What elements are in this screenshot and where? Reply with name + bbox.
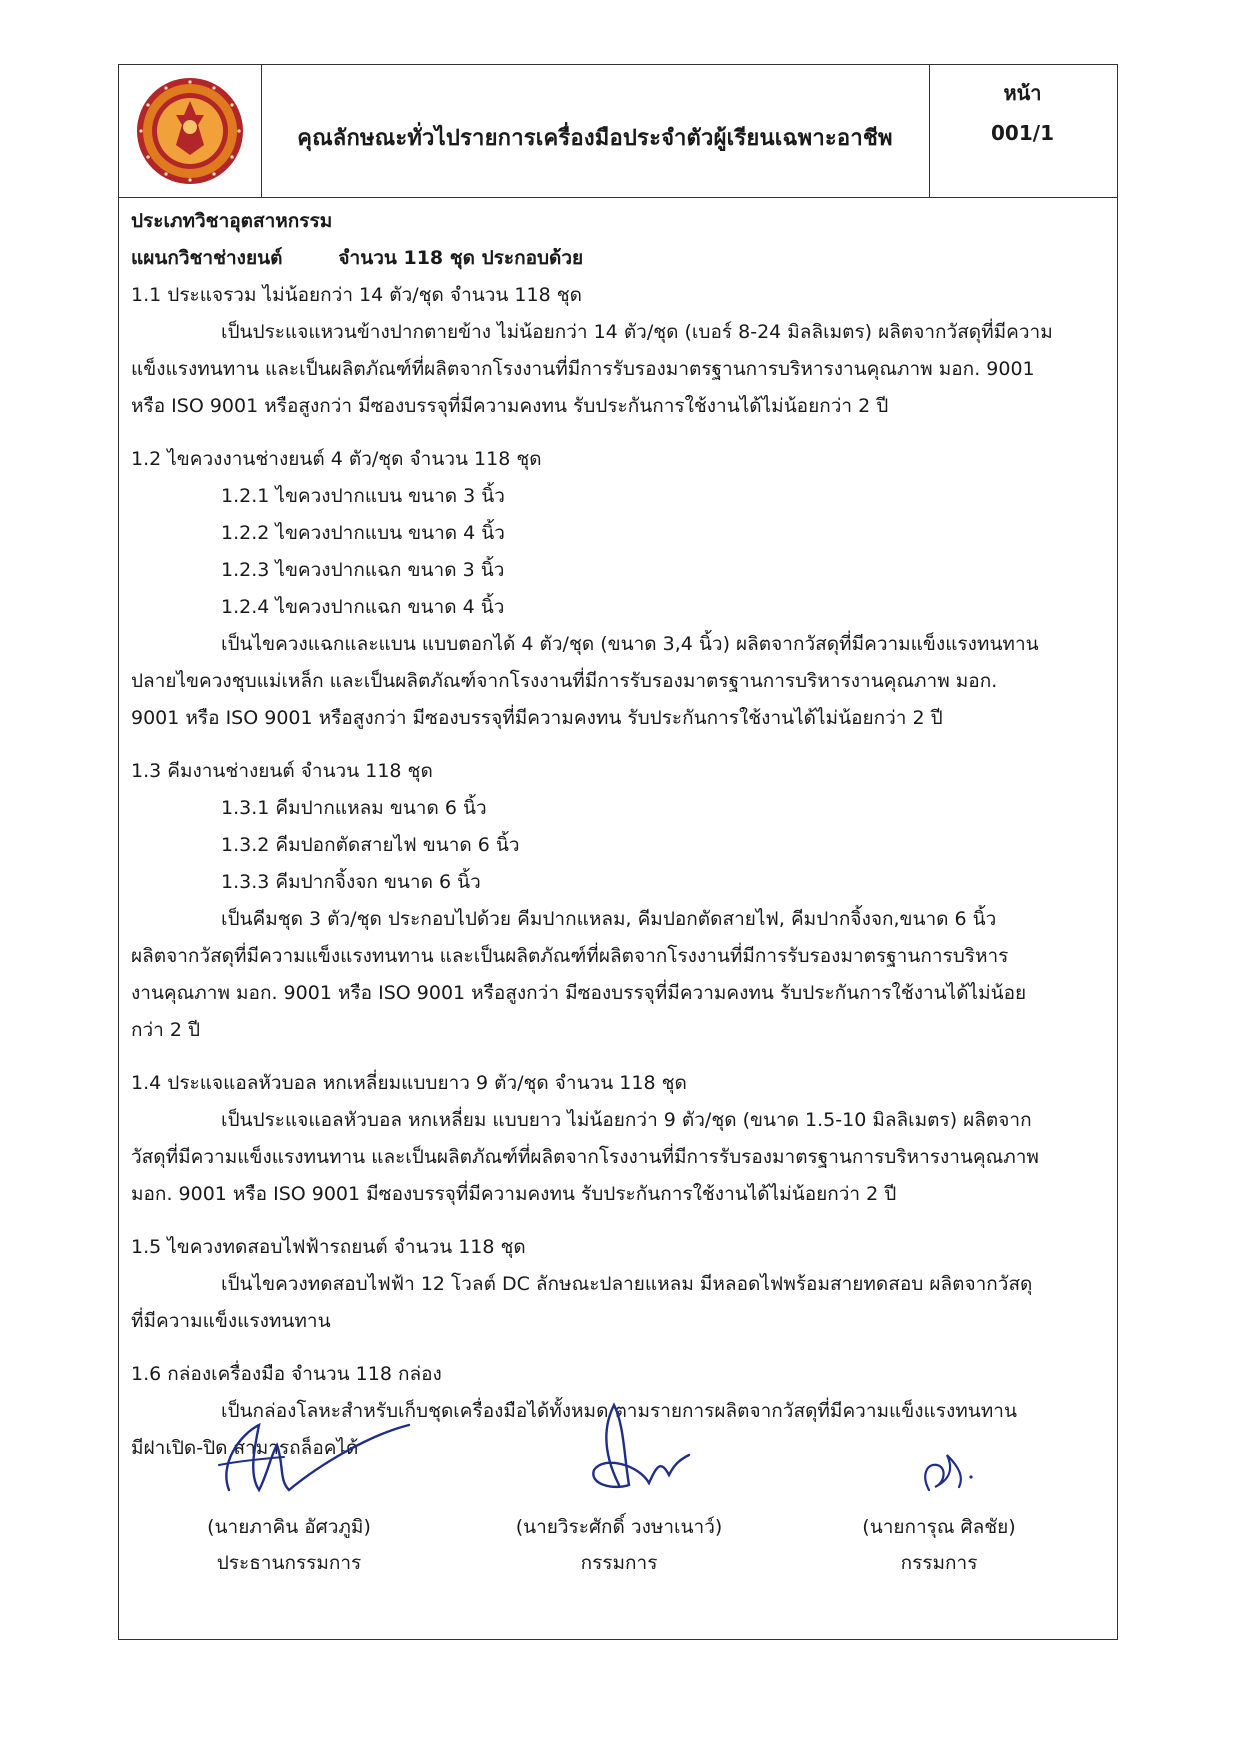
handwritten-signature-1 — [159, 1395, 419, 1505]
item-desc-line: 9001 หรือ ISO 9001 หรือสูงกว่า มีซองบรรจุที่มีความคงทน รับประกันการใช้งานได้ไม่น้อยกว่า 2 ปี — [131, 707, 943, 729]
document-body — [131, 203, 1101, 1467]
signer-role: กรรมการ — [900, 1552, 978, 1574]
vocational-emblem-logo — [134, 75, 246, 187]
item-desc-line: เป็นประแจแหวนข้างปากตายข้าง ไม่น้อยกว่า 14 ตัว/ชุด (เบอร์ 8-24 มิลลิเมตร) ผลิตจากวัสดุที่มีความ — [221, 321, 1053, 343]
signer-member-2 — [799, 1395, 1079, 1581]
logo-cell — [119, 65, 262, 197]
item-desc-line: งานคุณภาพ มอก. 9001 หรือ ISO 9001 หรือสูงกว่า มีซองบรรจุที่มีความคงทน รับประกันการใช้งานได้ไม่น้อย — [131, 982, 1027, 1004]
item-desc-line: เป็นกล่องโลหะสำหรับเก็บชุดเครื่องมือได้ทั้งหมด ตามรายการผลิตจากวัสดุที่มีความแข็งแรงทนทาน — [221, 1400, 1017, 1422]
item-desc-line: กว่า 2 ปี — [131, 1019, 201, 1041]
item-desc-line: ปลายไขควงชุบแม่เหล็ก และเป็นผลิตภัณฑ์จากโรงงานที่มีการรับรองมาตรฐานการบริหารงานคุณภาพ มอก. — [131, 670, 998, 692]
signer-chairman — [149, 1395, 429, 1581]
signer-name: (นายการุณ ศิลชัย) — [862, 1516, 1016, 1538]
item-desc-line: วัสดุที่มีความแข็งแรงทนทาน และเป็นผลิตภัณฑ์ที่ผลิตจากโรงงานที่มีการรับรองมาตรฐานการบริหารงานคุณภาพ — [131, 1146, 1039, 1168]
item-desc-line: เป็นคีมชุด 3 ตัว/ชุด ประกอบไปด้วย คีมปากแหลม, คีมปอกตัดสายไฟ, คีมปากจิ้งจก,ขนาด 6 นิ้ว — [221, 908, 997, 930]
item-desc-line: ผลิตจากวัสดุที่มีความแข็งแรงทนทาน และเป็นผลิตภัณฑ์ที่ผลิตจากโรงงานที่มีการรับรองมาตรฐานการบริหาร — [131, 945, 1009, 967]
page-number: 001/1 — [991, 121, 1054, 145]
header-table — [119, 65, 1117, 198]
signer-role: ประธานกรรมการ — [216, 1552, 362, 1574]
item-desc-line: หรือ ISO 9001 หรือสูงกว่า มีซองบรรจุที่มีความคงทน รับประกันการใช้งานได้ไม่น้อยกว่า 2 ปี — [131, 395, 889, 417]
sub-item: 1.2.4 ไขควงปากแฉก ขนาด 4 นิ้ว — [221, 596, 505, 618]
department-name: แผนกวิชาช่างยนต์ — [131, 247, 283, 269]
sub-item: 1.3.3 คีมปากจิ้งจก ขนาด 6 นิ้ว — [221, 871, 481, 893]
signer-member-1 — [479, 1395, 759, 1581]
sub-item: 1.3.1 คีมปากแหลม ขนาด 6 นิ้ว — [221, 797, 487, 819]
document-frame — [118, 64, 1118, 1640]
item-heading-1-6: 1.6 กล่องเครื่องมือ จำนวน 118 กล่อง — [131, 1363, 442, 1385]
sub-item: 1.2.3 ไขควงปากแฉก ขนาด 3 นิ้ว — [221, 559, 505, 581]
title-cell — [261, 65, 930, 197]
page-label: หน้า — [1003, 81, 1042, 105]
item-heading-1-3: 1.3 คีมงานช่างยนต์ จำนวน 118 ชุด — [131, 760, 433, 782]
document-title: คุณลักษณะทั่วไปรายการเครื่องมือประจำตัวผู้เรียนเฉพาะอาชีพ — [297, 125, 893, 151]
signer-name: (นายภาคิน อัศวภูมิ) — [207, 1516, 371, 1538]
sub-item: 1.3.2 คีมปอกตัดสายไฟ ขนาด 6 นิ้ว — [221, 834, 520, 856]
page-cell — [929, 65, 1116, 197]
sub-item: 1.2.2 ไขควงปากแบน ขนาด 4 นิ้ว — [221, 522, 505, 544]
department-heading — [131, 240, 1101, 277]
signature-section — [119, 1395, 1117, 1635]
item-desc-line: เป็นประแจแอลหัวบอล หกเหลี่ยม แบบยาว ไม่น้อยกว่า 9 ตัว/ชุด (ขนาด 1.5-10 มิลลิเมตร) ผลิตจาก — [221, 1109, 1032, 1131]
item-desc-line: ที่มีความแข็งแรงทนทาน — [131, 1310, 331, 1332]
item-desc-line: เป็นไขควงทดสอบไฟฟ้า 12 โวลต์ DC ลักษณะปลายแหลม มีหลอดไฟพร้อมสายทดสอบ ผลิตจากวัสดุ — [221, 1273, 1033, 1295]
sub-item: 1.2.1 ไขควงปากแบน ขนาด 3 นิ้ว — [221, 485, 505, 507]
item-heading-1-4: 1.4 ประแจแอลหัวบอล หกเหลี่ยมแบบยาว 9 ตัว/ชุด จำนวน 118 ชุด — [131, 1072, 687, 1094]
item-heading-1-2: 1.2 ไขควงงานช่างยนต์ 4 ตัว/ชุด จำนวน 118 ชุด — [131, 448, 542, 470]
handwritten-signature-3 — [809, 1395, 1069, 1505]
item-desc-line: มีฝาเปิด-ปิด สามารถล็อคได้ — [131, 1437, 359, 1459]
item-desc-line: แข็งแรงทนทาน และเป็นผลิตภัณฑ์ที่ผลิตจากโรงงานที่มีการรับรองมาตรฐานการบริหารงานคุณภาพ มอก. 9001 — [131, 358, 1035, 380]
item-heading-1-5: 1.5 ไขควงทดสอบไฟฟ้ารถยนต์ จำนวน 118 ชุด — [131, 1236, 526, 1258]
item-heading-1-1: 1.1 ประแจรวม ไม่น้อยกว่า 14 ตัว/ชุด จำนวน 118 ชุด — [131, 284, 582, 306]
category-heading: ประเภทวิชาอุตสาหกรรม — [131, 210, 333, 232]
signer-name: (นายวิระศักดิ์ วงษาเนาว์) — [515, 1516, 723, 1538]
item-desc-line: มอก. 9001 หรือ ISO 9001 มีซองบรรจุที่มีความคงทน รับประกันการใช้งานได้ไม่น้อยกว่า 2 ปี — [131, 1183, 897, 1205]
signer-role: กรรมการ — [580, 1552, 658, 1574]
item-desc-line: เป็นไขควงแฉกและแบน แบบตอกได้ 4 ตัว/ชุด (ขนาด 3,4 นิ้ว) ผลิตจากวัสดุที่มีความแข็งแรงทนทาน — [221, 633, 1039, 655]
department-quantity: จำนวน 118 ชุด ประกอบด้วย — [338, 247, 584, 269]
handwritten-signature-2 — [489, 1395, 749, 1505]
